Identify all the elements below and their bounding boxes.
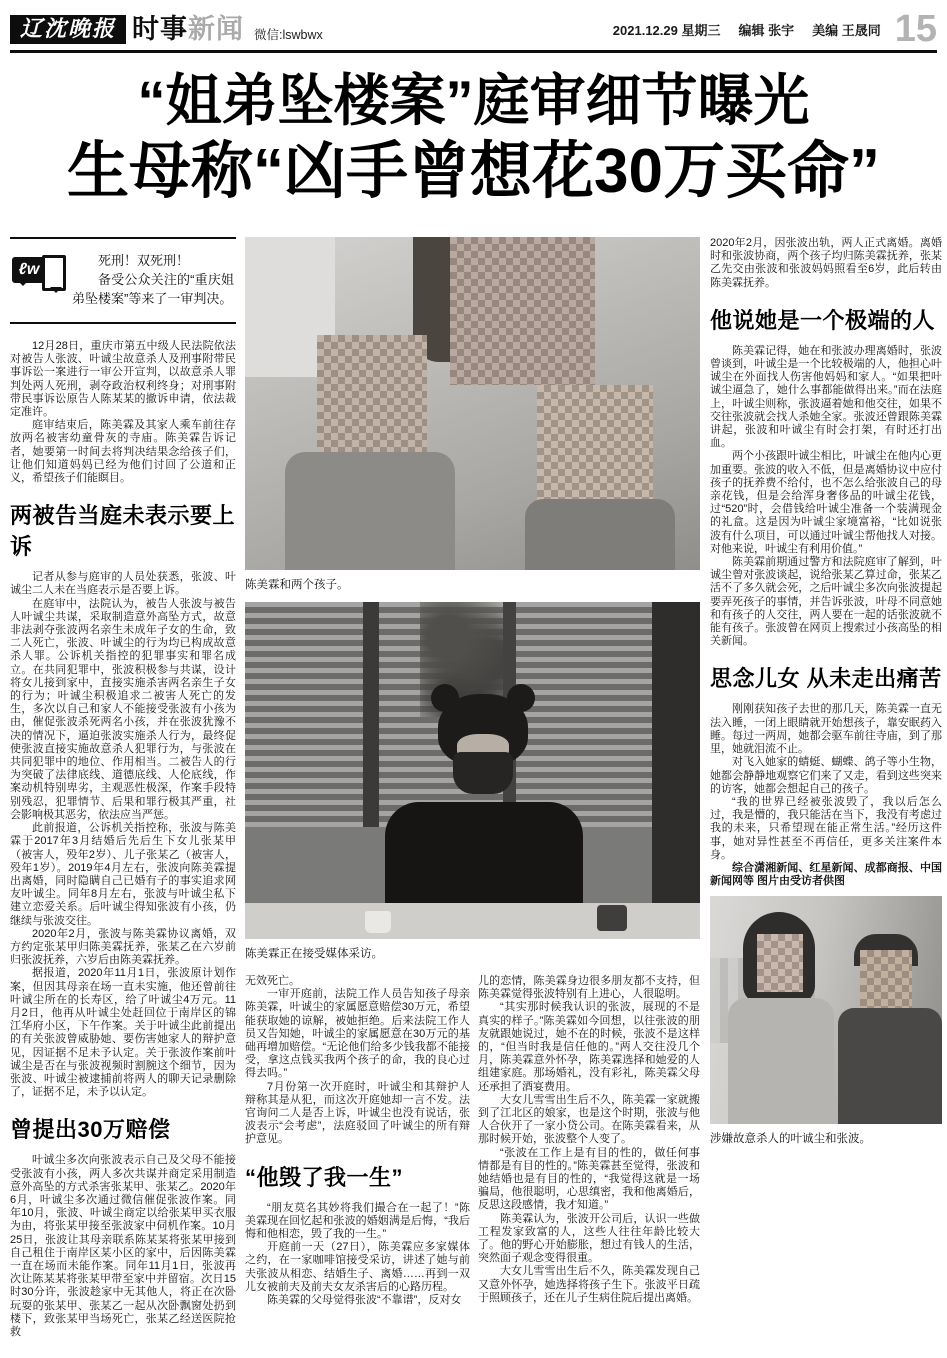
girl-clothes [285,452,455,570]
subhead-missing-children: 思念儿女 从未走出痛苦 [710,666,942,692]
left-paragraphs-2 [10,571,236,1099]
subhead-no-appeal: 两被告当庭未表示要上诉 [10,503,236,560]
mother-face-pixelated [450,237,595,385]
photo1-caption: 陈美霖和两个孩子。 [245,579,349,591]
masthead-rule [10,50,937,53]
subhead-compensation: 曾提出30万赔偿 [10,1117,171,1143]
right-paragraphs-2 [710,345,942,649]
mid-a-paragraphs-1 [245,975,470,1147]
right-paragraphs-1 [710,237,942,290]
source-credit-line: 综合潇湘新闻、红星新闻、成都商报、中国新闻网等 图片由受访者供图 [710,861,942,888]
photo-interview [245,602,700,939]
paragraph: 大女儿雪雪出生后不久，陈美霖发现自己又意外怀孕，她选择将孩子生下。张波平日疏于照顾孩子，还在儿子生病住院后提出离婚。 [478,1265,700,1304]
quote-bubble-icon: ℓw [12,255,64,301]
girl-face-pixelated [317,335,427,461]
mid-a-paragraphs-2 [245,1202,470,1308]
paragraph: “我的世界已经被张波毁了，我以后怎么过，我是懵的，我只能活在当下，我没有考虑过我的未来，只希望现在能正常生活。”经历这件事，她对异性甚至不再信任，更多关注案件本身。 [710,795,942,861]
face-mask [453,752,513,794]
wood-frame-post-left [363,602,379,827]
paragraph: 据报道，2020年11月1日，张波原计划作案，但因其母亲在场一直未实施，他还曾前往叶诚尘所在的长寿区，给了叶诚尘4万元。11月2日，他再从叶诚尘处赶回位于南岸区的锦江华府小区，下午作案。关于叶诚尘此前提出的有关张波曾威胁她、要伤害她家人的辩护意见，因证据不足未予认定。关于张波作案前叶诚尘是否在与张波视频时割腕这个细节，因为张波、叶诚尘被逮捕前将两人的聊天记录删除了，证据不足，未予以认定。 [10,967,236,1099]
man-face-pixelated [860,950,912,1012]
paragraph: “张波在工作上是有目的性的，做任何事情都是有目的性的。”陈美霖甚至觉得，张波和她结婚也是有目的性的，“我觉得这就是一场骗局，他很聪明，心思缜密，我和他离婚后，反思这段感情，我才知道。” [478,1146,700,1212]
paragraph: 两个小孩跟叶诚尘相比，叶诚尘在他内心更加重要。张波的收入不低，但是离婚协议中应付孩子的抚养费不给付，也不怎么给张波自己的母亲花钱，但是会给浑身奢侈品的叶诚尘花钱，过“520”时，会借钱给叶诚尘准备一个装满现金的礼盒。这是因为叶诚尘家境富裕，“比如说张波有什么项目，可以通过叶诚尘帮他找人对接。对他来说，叶诚尘有利用价值。” [710,450,942,555]
paragraph: 儿的恋情，陈美霖身边很多朋友都不支持，但陈美霖觉得张波特别有上进心，人很聪明。 [478,975,700,1001]
right-column [710,237,942,1156]
paragraph: 大女儿雪雪出生后不久，陈美霖一家就搬到了江北区的娘家，也是这个时期，张波与他人合伙开了一家小贷公司。在陈美霖看来，从那时候开始，张波整个人变了。 [478,1093,700,1146]
section-title-light: 新闻 [188,13,245,44]
man-jacket [838,1008,942,1124]
paragraph: 庭审结束后，陈美霖及其家人乘车前往存放两名被害幼童骨灰的寺庙。陈美霖告诉记者，她要第一时间去将判决结果念给孩子们，让他们知道妈妈已经为他们讨回了公道和正义，希望孩子们能瞑目。 [10,419,236,485]
photo-suspects [710,896,942,1124]
paragraph: 7月份第一次开庭时，叶诚尘和其辩护人辩称其是从犯，而这次开庭她却一言不发。法官询问二人是否上诉，叶诚尘也没有说话，张波表示“会考虑”，法庭驳回了叶诚尘的所有辩护意见。 [245,1080,470,1146]
paragraph: 无效死亡。 [245,975,300,987]
paragraph: 叶诚尘多次向张波表示自己及父母不能接受张波有小孩，两人多次共谋并商定采用制造意外高坠的方式杀害张某甲、张某乙。2020年6月，叶诚尘多次通过微信催促张波作案。同年10月，张波、叶诚尘商定以给张某甲买衣服为由，将张某甲接至张波家中伺机作案。10月25日，张波让其母亲联系陈某某将张某甲接到自己租住于南岸区某小区的家中，后因陈美霖一直在场而未能作案。同年11月1日，张波再次让陈某某将张某甲带至家中并留宿。次日15时30分许，张波趁家中无其他人，将正在次卧玩耍的张某甲、张某乙一起从次卧飘窗处扔到楼下，致张某甲当场死亡，张某乙经送医院抢救 [10,1154,236,1338]
headline-line2: 生母称“凶手曾想花30万买命” [67,137,880,206]
dark-mug [597,905,627,931]
middle-subcolumn-a [245,975,470,1307]
subhead-extreme-person: 他说她是一个极端的人 [710,307,936,333]
middle-column [245,237,700,1307]
paragraph: 陈美霖认为，张波开公司后，认识一些做工程发家致富的人，这些人往往年龄比较大了。他的野心开始膨胀，想过有钱人的生活，突然面子观念变得很重。 [478,1212,700,1265]
left-paragraphs-1 [10,340,236,485]
woman-face-pixelated [757,934,803,992]
section-title-bold: 时事 [132,13,189,44]
wechat-id: 微信:lswbwx [254,28,323,42]
paragraph: 在庭审中，法院认为，被告人张波与被告人叶诚尘共谋，采取制造意外高坠方式，故意非法剥夺张波两名亲生未成年子女的生命，致二人死亡，张波、叶诚尘的行为均已构成故意杀人罪。公诉机关指控的犯罪事实和罪名成立。在共同犯罪中，张波积极参与共谋，设计将女儿接到家中，直接实施杀害两名亲生子女的行为；叶诚尘积极追求二被害人死亡的发生，多次以自己和家人不能接受张波有小孩为由，催促张波杀死两名小孩，并在张波犹豫不决的情况下，逼迫张波实施杀人行为，最终促使张波直接实施故意杀人犯罪行为，与张波在共同犯罪中的地位、作用相当。二被告人的行为突破了法律底线、道德底线、人伦底线，作案动机特别卑劣，主观恶性极深，作案手段特别残忍，犯罪情节、后果和罪行极其严重，社会影响极其恶劣，依法应当严惩。 [10,597,236,821]
left-column [10,237,236,1339]
photo-chen-and-children [245,237,700,570]
woman-coat [728,998,834,1124]
newspaper-logo [10,15,126,44]
middle-subcolumn-b [478,975,700,1307]
subhead-he-ruined-my-life: “他毁了我一生” [245,1164,404,1190]
paragraph: 12月28日，重庆市第五中级人民法院依法对被告人张波、叶诚尘故意杀人及刑事附带民事诉讼一案进行一审公开宣判，以故意杀人罪判处两人死刑，剥夺政治权利终身；对刑事附带民事诉讼原告人陈某某的撤诉申请，依法裁定准许。 [10,340,236,419]
masthead [10,8,937,50]
intro-line1: 死刑！双死刑！ [98,253,190,268]
right-paragraphs-3 [710,703,942,861]
headline [0,66,947,206]
baby-clothes [525,499,675,570]
headline-line1: “姐弟坠楼案”庭审细节曝光 [137,69,810,132]
paragraph: 2020年2月，因张波出轨，两人正式离婚。离婚时和张波协商，两个孩子均归陈美霖抚养，张某乙先交由张波和张波妈妈照看至6岁，此后转由陈美霖抚养。 [710,237,942,289]
white-cup [365,911,391,933]
middle-text-columns [245,975,700,1307]
dark-furniture-right [652,602,700,939]
intro-box [10,237,236,324]
editor-credit: 编辑 张宇 [738,22,795,38]
paragraph: 刚刚获知孩子去世的那几天，陈美霖一直无法入睡，一闭上眼睛就开始想孩子，靠安眠药入睡。每过一两周，她都会驱车前往寺庙，到了那里，她就泪流不止。 [710,703,942,756]
logo-text: 辽沈晚报 [20,15,117,41]
baby-face-pixelated [537,385,653,511]
table-surface [245,903,700,939]
paragraph: 陈美霖的父母觉得张波“不靠谱”，反对女 [267,1294,462,1307]
intro-line2: 备受公众关注的“重庆姐弟坠楼案”等来了一审判决。 [72,272,234,306]
paragraph: “朋友莫名其妙将我们撮合在一起了！”陈美霖现在回忆起和张波的婚姻满是后悔，“我后悔和他相恋，毁了我的一生。” [245,1201,470,1241]
section-title [132,13,245,44]
paragraph: 2020年2月，张波与陈美霖协议离婚，双方约定张某甲归陈美霖抚养，张某乙在六岁前归张波抚养，六岁后由陈美霖抚养。 [10,927,236,967]
mid-b-paragraphs [478,975,700,1305]
paragraph: 一审开庭前，法院工作人员告知孩子母亲陈美霖，叶诚尘的家属愿意赔偿30万元，希望能获取她的谅解，被她拒绝。后来法院工作人员又告知她，叶诚尘的家属愿意在30万元的基础再增加赔偿。“无论他们给多少钱我都不能接受，拿这点钱买我两个孩子的命，我的良心过得去吗。” [245,988,470,1080]
paragraph: 陈美霖记得，她在和张波办理离婚时，张波曾谈到，叶诚尘是一个比较极端的人，他担心叶诚尘在外面找人伤害他妈妈和家人。“如果把叶诚尘逼急了，她什么事都能做得出来。”而在法庭上，叶诚尘则称，张波逼着她和他交往，如果不交往张波就会找人杀她全家。张波还曾跟陈美霖讲起，张波和叶诚尘有时会打架，有时还打出血。 [710,344,942,450]
page-number: 15 [894,8,937,50]
date-line: 2021.12.29 星期三 [612,22,721,38]
paragraph: 陈美霖前期通过警方和法院庭审了解到，叶诚尘曾对张波谈起，说给张某乙算过命，张某乙活不了多久就会死，之后叶诚尘多次向张波提起要弄死孩子的事情，并告诉张波，叶母不同意她和有孩子的人交往，两人要在一起的话张波就不能有孩子。张波曾在网页上搜索过小孩高坠的相关新闻。 [710,556,942,648]
left-paragraphs-3 [10,1154,236,1339]
masthead-meta [613,20,881,39]
photo3-caption: 涉嫌故意杀人的叶诚尘和张波。 [710,1133,871,1146]
paragraph: “其实那时候我认识的张波，展现的不是真实的样子。”陈美霖如今回想，以往张波的朋友就跟她说过，她不在的时候，张波不是这样的，“但当时我是信任他的。”两人交往没几个月，陈美霖意外怀孕，陈美霖选择和她爱的人组建家庭。那场婚礼，没有彩礼，陈美霖父母还承担了酒宴费用。 [478,1001,700,1093]
photo2-caption: 陈美霖正在接受媒体采访。 [245,948,383,960]
paragraph: 开庭前一天（27日），陈美霖应多家媒体之约，在一家咖啡馆接受采访，讲述了她与前夫张波从相恋、结婚生子、离婚……再到一双儿女被前夫及前夫女友杀害后的心路历程。 [245,1241,470,1293]
paragraph: 此前报道，公诉机关指控称，张波与陈美霖于2017年3月结婚后先后生下女儿张某甲（被害人，殁年2岁）、儿子张某乙（被害人，殁年1岁）。2019年4月左右，张波向陈美霖提出离婚，同时隐瞒自己已婚有子的事实追求网友叶诚尘。同年8月左右，张波与叶诚尘私下建立恋爱关系。后叶诚尘得知张波有小孩，仍继续与张波交往。 [10,822,236,927]
designer-credit: 美编 王晟同 [812,22,881,38]
paragraph: 对飞入她家的蜻蜓、蝴蝶、鸽子等小生物，她都会静静地观察它们来了又走，看到这些突来的访客，她都会想起自己的孩子。 [710,756,942,795]
paragraph: 记者从参与庭审的人员处获悉，张波、叶诚尘二人未在当庭表示是否要上诉。 [10,571,236,597]
